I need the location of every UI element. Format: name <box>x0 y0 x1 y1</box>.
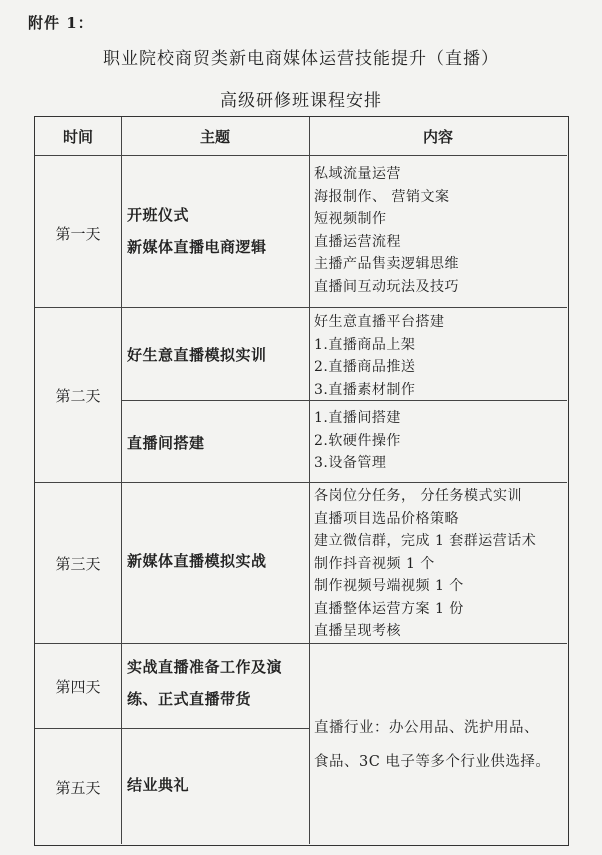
day-4-theme <box>127 651 282 715</box>
day-2-label: 第二天 <box>55 387 101 405</box>
theme-line: 新媒体直播模拟实战 <box>127 552 267 570</box>
day-1-content <box>314 163 459 298</box>
content-line: 直播整体运营方案 1 份 <box>314 600 464 617</box>
header-theme: 主题 <box>199 128 230 146</box>
day-2-content-1 <box>314 311 445 401</box>
col-divider-1 <box>121 117 122 844</box>
day-2-theme-1 <box>127 339 267 371</box>
content-line: 制作抖音视频 1 个 <box>314 555 435 572</box>
day-5-theme <box>127 769 189 801</box>
row-divider-header <box>35 155 567 156</box>
theme-line: 实战直播准备工作及演 <box>127 658 283 676</box>
document-title: 职业院校商贸类新电商媒体运营技能提升（直播） <box>103 49 499 69</box>
content-line: 短视频制作 <box>314 211 387 227</box>
content-line: 建立微信群，完成 1 套群运营话术 <box>314 533 537 549</box>
day-2-theme-2 <box>127 427 205 459</box>
content-line: 制作视频号端视频 1 个 <box>314 578 464 594</box>
col-divider-2 <box>309 117 310 844</box>
day-4-label: 第四天 <box>55 678 101 696</box>
row-divider-day1 <box>35 307 567 308</box>
day-1-theme <box>127 199 267 263</box>
content-line: 直播行业：办公用品、洗护用品、 <box>314 720 539 736</box>
theme-line: 开班仪式 <box>127 206 190 224</box>
theme-line: 好生意直播模拟实训 <box>127 346 267 364</box>
content-line: 直播间互动玩法及技巧 <box>314 278 459 295</box>
content-line: 直播运营流程 <box>314 233 401 250</box>
content-line: 3.设备管理 <box>314 455 387 471</box>
day-2-content-2 <box>314 407 401 475</box>
content-line: 1.直播商品上架 <box>314 336 416 353</box>
attachment-label: 附件 1： <box>28 14 94 32</box>
content-line: 各岗位分任务， 分任务模式实训 <box>314 488 522 504</box>
content-line: 海报制作、 营销文案 <box>314 188 450 205</box>
theme-line: 直播间搭建 <box>127 434 205 452</box>
content-line: 私域流量运营 <box>314 166 401 182</box>
header-time: 时间 <box>62 128 93 146</box>
content-line: 主播产品售卖逻辑思维 <box>314 256 459 272</box>
theme-line: 新媒体直播电商逻辑 <box>127 238 267 256</box>
content-line: 好生意直播平台搭建 <box>314 314 445 330</box>
content-line: 1.直播间搭建 <box>314 410 401 426</box>
content-line: 直播项目选品价格策略 <box>314 510 459 527</box>
document-subtitle: 高级研修班课程安排 <box>220 91 382 111</box>
content-line: 直播呈现考核 <box>314 623 401 639</box>
schedule-table <box>34 116 569 846</box>
row-divider-day4 <box>35 728 309 729</box>
days-4-5-content <box>314 711 550 779</box>
row-divider-day3 <box>35 643 567 644</box>
content-line: 2.直播商品推送 <box>314 359 416 375</box>
content-line: 3.直播素材制作 <box>314 381 416 398</box>
day-5-label: 第五天 <box>55 779 101 797</box>
day-3-content <box>314 485 536 643</box>
day-1-label: 第一天 <box>55 225 101 243</box>
header-content: 内容 <box>422 128 453 146</box>
day-3-theme <box>127 545 267 577</box>
row-divider-day2 <box>35 482 567 483</box>
theme-line: 练、正式直播带货 <box>127 690 252 708</box>
content-line: 食品、3C 电子等多个行业供选择。 <box>314 754 551 770</box>
content-line: 2.软硬件操作 <box>314 432 401 449</box>
theme-line: 结业典礼 <box>127 776 190 794</box>
day-3-label: 第三天 <box>55 555 101 573</box>
